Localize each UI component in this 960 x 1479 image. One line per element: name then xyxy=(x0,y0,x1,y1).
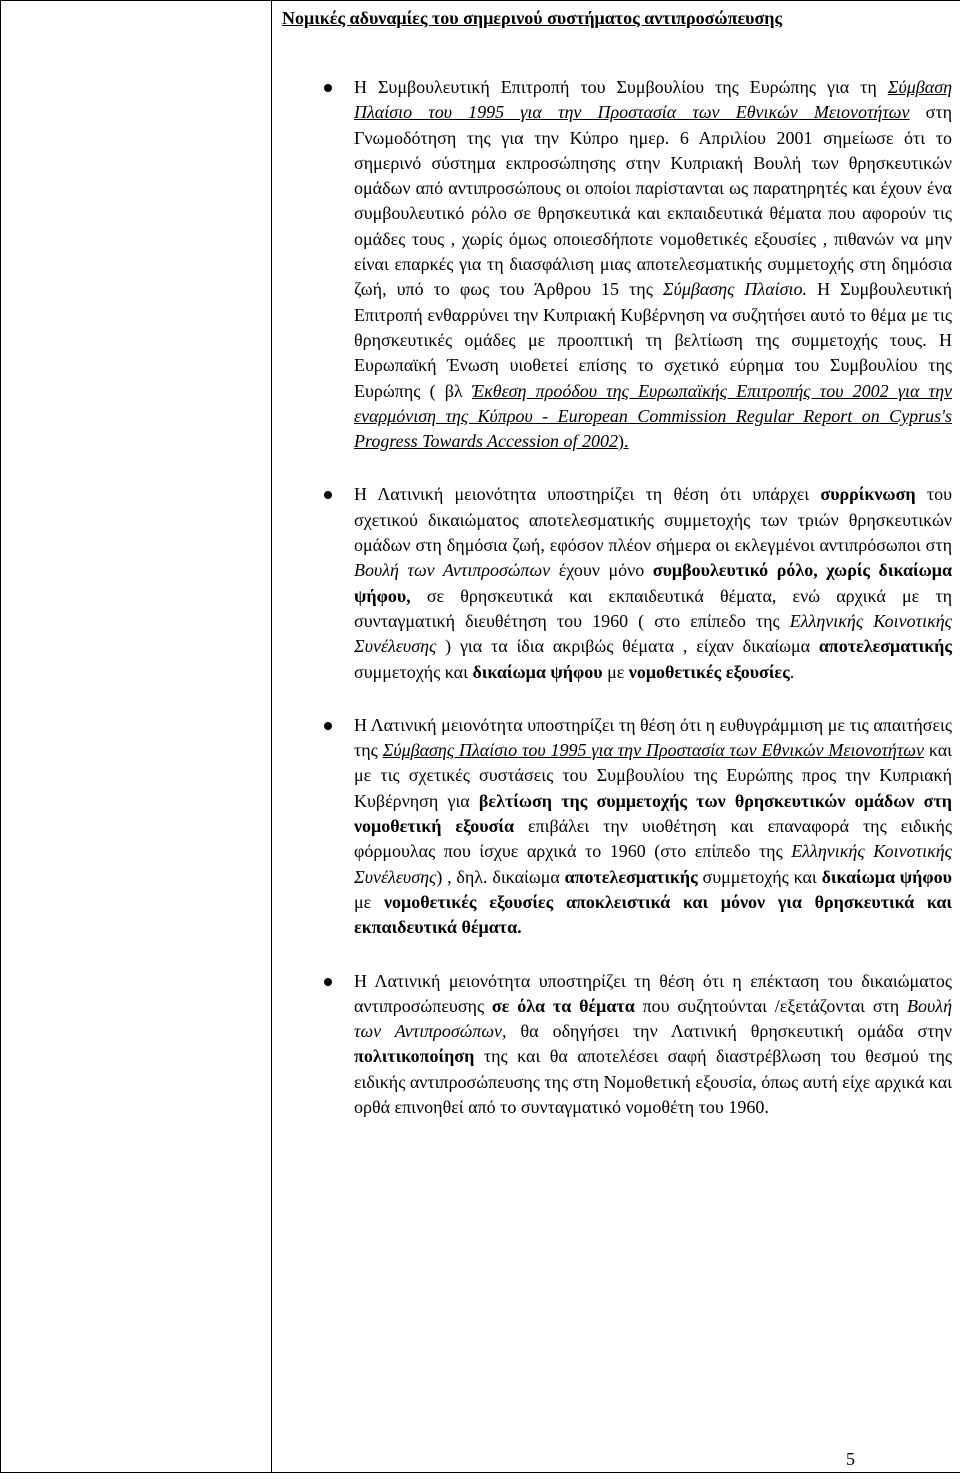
bullet-dot-icon xyxy=(324,978,332,986)
bullet-text xyxy=(354,484,952,681)
section-heading: Νομικές αδυναμίες του σημερινού συστήματος αντιπροσώπευσης xyxy=(282,8,783,28)
bullet-list xyxy=(280,75,952,1120)
text-segment: αποκλειστικά και μόνον για θρησκευτικά και εκπαιδευτικά θέματα. xyxy=(354,891,952,938)
text-segment: Ελληνικής Κοινοτικής Συνέλευσης xyxy=(354,610,952,657)
text-segment: σε όλα τα θέματα xyxy=(491,995,635,1016)
text-segment: συμβουλευτικό ρόλο, χωρίς δικαίωμα ψήφου, xyxy=(354,560,952,606)
text-segment: του σχετικού δικαιώματος αποτελεσματικής συμμετοχής των τριών θρησκευτικών ομάδων στη δημόσια ζωή, εφόσον πλέον σήμερα οι εκλεγμένοι αντιπρόσωποι στη xyxy=(354,484,952,556)
text-segment: βελτίωση της συμμετοχής των θρησκευτικών ομάδων στη νομοθετική εξουσία xyxy=(354,790,952,837)
text-segment: Η Συμβουλευτική Επιτροπή του Συμβουλίου της Ευρώπης για τη xyxy=(354,77,888,97)
text-segment: πολιτικοποίηση xyxy=(354,1046,475,1067)
text-segment: . xyxy=(789,661,795,682)
text-segment: συμμετοχής και xyxy=(697,866,822,887)
text-segment: Σύμβασης Πλαίσιο. xyxy=(662,279,808,300)
text-segment: με xyxy=(602,661,629,682)
text-segment: ). xyxy=(618,431,629,452)
text-segment: της και θα αποτελέσει σαφή διαστρέβλωση του θεσμού της ειδικής αντιπροσώπευσης της στη Νομοθετική εξουσία, όπως αυτή είχε αρχικά και ορθά επινοηθεί από το συνταγματικό νομοθέτη του 1960. xyxy=(354,1046,952,1117)
text-segment: νομοθετικές εξουσίες xyxy=(628,661,790,682)
text-segment: Η Συμβουλευτική Επιτροπή ενθαρρύνει την Κυπριακή Κυβέρνηση να συζητήσει αυτό το θέμα με τις θρησκευτικές ομάδες με προοπτική τη βελτίωση της συμμετοχής τους. Η Ευρωπαϊκή Ένωση υιοθετεί επίσης το σχετικό εύρημα του Συμβουλίου της Ευρώπης ( βλ xyxy=(354,279,952,401)
text-segment: δικαίωμα ψήφου xyxy=(472,661,603,682)
text-segment: αποτελεσματικής xyxy=(564,866,698,887)
text-segment: δικαίωμα ψήφου xyxy=(821,866,952,887)
bullet-item xyxy=(280,713,952,941)
text-segment: που συζητούνται /εξετάζονται στη xyxy=(634,995,908,1016)
text-segment: Η Λατινική μειονότητα υποστηρίζει τη θέση ότι υπάρχει xyxy=(354,484,821,505)
text-segment: Σύμβασης Πλαίσιο του 1995 για την Προστασία των Εθνικών Μειονοτήτων xyxy=(382,740,924,761)
bullet-item xyxy=(280,75,952,454)
text-segment: ) , δηλ. δικαίωμα xyxy=(436,866,565,887)
text-segment: και με τις σχετικές συστάσεις του Συμβουλίου της Ευρώπης προς την Κυπριακή Κυβέρνηση για xyxy=(354,740,952,811)
text-segment xyxy=(553,892,566,912)
text-segment: θα οδηγήσει την Λατινική θρησκευτική ομάδα στην xyxy=(506,1021,952,1042)
text-segment: στη Γνωμοδότηση της για την Κύπρο ημερ. 6 Απριλίου 2001 σημείωσε ότι το σημερινό σύστημα εκπροσώπησης στην Κυπριακή Βουλή των θρησκευτικών ομάδων από αντιπροσώπους οι οποίοι παρίστανται ως παρατηρητές και έχουν ένα συμβουλευτικό ρόλο σε θρησκευτικά και εκπαιδευτικά θέματα που αφορούν τις ομάδες τους , χωρίς όμως οποιεσδήποτε νομοθετικές εξουσίες , πιθανών να μην είναι επαρκές για τη διασφάλιση μιας αποτελεσματικής συμμετοχής στη δημόσια ζωή, υπό το φως του Άρθρου 15 της xyxy=(354,102,952,300)
text-segment: συμμετοχής και xyxy=(354,661,473,682)
text-segment: επιβάλει την υιοθέτηση και επαναφορά της ειδικής φόρμουλας που ίσχυε αρχικά το 1960 (στο επίπεδο της xyxy=(354,816,952,862)
bullet-item xyxy=(280,482,952,684)
text-segment: αποτελεσματικής xyxy=(818,636,952,657)
text-segment: με xyxy=(354,891,384,912)
bullet-text xyxy=(354,77,952,451)
bullet-dot-icon xyxy=(324,722,332,730)
text-segment: νομοθετικές εξουσίες xyxy=(383,891,554,912)
text-segment: Η Λατινική μειονότητα υποστηρίζει τη θέση ότι η επέκταση του δικαιώματος αντιπροσώπευσης xyxy=(354,970,952,1016)
text-segment: συρρίκνωση xyxy=(820,484,916,505)
text-segment: Βουλή των Αντιπροσώπων, xyxy=(354,995,952,1042)
bullet-item xyxy=(280,969,952,1121)
bullet-dot-icon xyxy=(324,491,332,499)
bullet-dot-icon xyxy=(324,84,332,92)
bullet-text xyxy=(354,971,952,1117)
text-segment: σε θρησκευτικά και εκπαιδευτικά θέματα, ενώ αρχικά με τη συνταγματική διευθέτηση του 1960 ( στο επίπεδο της xyxy=(354,585,952,631)
right-column xyxy=(272,1,960,1473)
page-number: 5 xyxy=(846,1449,855,1469)
text-segment: Έκθεση προόδου της Ευρωπαϊκής Επιτροπής του 2002 για την εναρμόνιση της Κύπρου - European Commission Regular Report on Cyprus's Progress Towards Accession of 2002 xyxy=(354,380,953,452)
text-segment: ) για τα ίδια ακριβώς θέματα , είχαν δικαίωμα xyxy=(436,636,819,657)
content-area xyxy=(272,1,960,1120)
text-segment: Σύμβαση Πλαίσιο του 1995 για την Προστασία των Εθνικών Μειονοτήτων xyxy=(354,77,952,123)
text-segment: έχουν μόνο xyxy=(550,560,653,581)
text-segment: Η Λατινική μειονότητα υποστηρίζει τη θέση ότι η ευθυγράμμιση με τις απαιτήσεις της xyxy=(354,714,952,761)
bullet-text xyxy=(354,715,952,937)
text-segment: Ελληνικής Κοινοτικής Συνέλευσης xyxy=(354,841,952,887)
text-segment: Βουλή των Αντιπροσώπων xyxy=(354,560,551,581)
left-column xyxy=(1,1,272,1473)
